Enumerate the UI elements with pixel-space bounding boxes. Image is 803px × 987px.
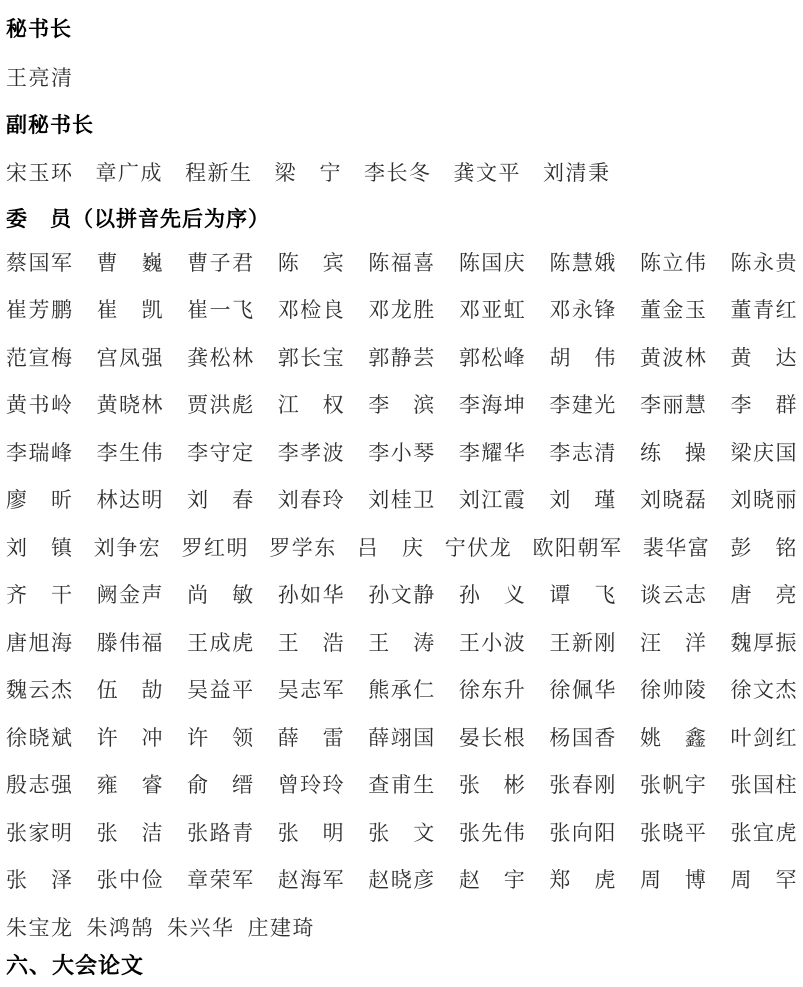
person-name: 黄波林 — [639, 345, 708, 370]
person-name: 龚松林 — [187, 345, 255, 370]
person-name: 练 操 — [639, 440, 708, 465]
person-name: 李守定 — [187, 440, 255, 465]
person-name: 欧阳朝军 — [532, 535, 623, 560]
person-name: 曾玲玲 — [277, 773, 346, 798]
person-name: 李丽慧 — [639, 393, 708, 418]
person-name: 裴华富 — [642, 535, 711, 560]
person-name: 刘 镇 — [6, 535, 74, 560]
person-name: 陈国庆 — [458, 250, 527, 275]
person-name: 谭 飞 — [549, 583, 617, 608]
person-name: 姚 鑫 — [639, 725, 708, 750]
person-name: 朱兴华 — [167, 915, 235, 940]
person-name: 许 领 — [187, 725, 255, 750]
person-name: 伍 劼 — [96, 678, 165, 703]
member-row — [6, 666, 798, 714]
person-name: 张先伟 — [458, 820, 527, 845]
person-name: 郑 虎 — [549, 868, 617, 893]
person-name: 王小波 — [458, 630, 527, 655]
member-row — [6, 286, 798, 334]
member-row — [6, 618, 798, 666]
person-name: 宁伏龙 — [444, 535, 513, 560]
person-name: 吴志军 — [277, 678, 346, 703]
person-name: 贾洪彪 — [187, 393, 255, 418]
person-name: 刘 瑾 — [549, 488, 617, 513]
person-name: 崔芳鹏 — [6, 298, 74, 323]
person-name: 徐帅陵 — [639, 678, 708, 703]
person-name: 徐佩华 — [549, 678, 617, 703]
person-name: 孙 义 — [458, 583, 527, 608]
person-name: 梁庆国 — [730, 440, 798, 465]
person-name: 俞 缙 — [187, 773, 255, 798]
person-name: 薛 雷 — [277, 725, 346, 750]
deputy-secretary-name-list — [6, 160, 798, 186]
person-name: 李小琴 — [368, 440, 436, 465]
person-name: 章荣军 — [187, 868, 255, 893]
person-name: 张 泽 — [6, 868, 74, 893]
member-row — [6, 713, 798, 761]
section-heading-members: 委 员（以拼音先后为序） — [6, 207, 270, 231]
person-name: 薛翊国 — [368, 725, 436, 750]
person-name: 邓永锋 — [549, 298, 617, 323]
person-name: 汪 洋 — [639, 630, 708, 655]
person-name: 邓龙胜 — [368, 298, 436, 323]
person-name: 张中俭 — [96, 868, 165, 893]
person-name: 宫凤强 — [96, 345, 165, 370]
person-name: 王新刚 — [549, 630, 617, 655]
person-name: 李海坤 — [458, 393, 527, 418]
person-name: 李长冬 — [364, 161, 432, 185]
person-name: 曹子君 — [187, 250, 255, 275]
person-name: 刘晓丽 — [730, 488, 798, 513]
member-row — [6, 856, 798, 904]
person-name: 江 权 — [277, 393, 346, 418]
person-name: 李瑞峰 — [6, 440, 74, 465]
person-name: 李耀华 — [458, 440, 527, 465]
person-name: 陈永贵 — [730, 250, 798, 275]
person-name: 崔 凯 — [96, 298, 165, 323]
member-row — [6, 428, 798, 476]
person-name: 张春刚 — [549, 773, 617, 798]
person-name: 张 洁 — [96, 820, 165, 845]
person-name: 彭 铭 — [730, 535, 798, 560]
person-name: 徐东升 — [458, 678, 527, 703]
person-name: 张路青 — [187, 820, 255, 845]
person-name: 唐 亮 — [730, 583, 798, 608]
person-name: 张宜虎 — [730, 820, 798, 845]
person-name: 李 滨 — [368, 393, 436, 418]
person-name: 庄建琦 — [247, 915, 315, 940]
person-name: 周 博 — [639, 868, 708, 893]
person-name: 张晓平 — [639, 820, 708, 845]
person-name: 谈云志 — [639, 583, 708, 608]
person-name: 徐文杰 — [730, 678, 798, 703]
person-name: 李生伟 — [96, 440, 165, 465]
person-name: 李志清 — [549, 440, 617, 465]
person-name: 晏长根 — [458, 725, 527, 750]
member-row — [6, 808, 798, 856]
person-name: 周 罕 — [730, 868, 798, 893]
person-name: 刘清秉 — [543, 161, 611, 185]
person-name: 王成虎 — [187, 630, 255, 655]
member-row — [6, 238, 798, 286]
person-name: 孙如华 — [277, 583, 346, 608]
person-name: 李 群 — [730, 393, 798, 418]
person-name: 章广成 — [95, 161, 163, 185]
person-name: 滕伟福 — [96, 630, 165, 655]
person-name: 朱鸿鹄 — [86, 915, 154, 940]
person-name: 吴益平 — [187, 678, 255, 703]
person-name: 张 明 — [277, 820, 346, 845]
person-name: 程新生 — [185, 161, 253, 185]
person-name: 魏厚振 — [730, 630, 798, 655]
section-heading-deputy-secretary-general: 副秘书长 — [6, 113, 94, 137]
secretary-general-name-list — [6, 65, 798, 91]
person-name: 罗学东 — [269, 535, 337, 560]
person-name: 赵 宇 — [458, 868, 527, 893]
section-heading-secretary-general: 秘书长 — [6, 17, 72, 41]
person-name: 杨国香 — [549, 725, 617, 750]
member-row — [6, 761, 798, 809]
person-name: 郭静芸 — [368, 345, 436, 370]
person-name: 查甫生 — [368, 773, 436, 798]
person-name: 李孝波 — [277, 440, 346, 465]
person-name: 廖 昕 — [6, 488, 74, 513]
person-name: 吕 庆 — [357, 535, 425, 560]
person-name: 尚 敏 — [187, 583, 255, 608]
person-name: 陈慧娥 — [549, 250, 617, 275]
member-row — [6, 571, 798, 619]
person-name: 梁 宁 — [274, 161, 342, 185]
person-name: 许 冲 — [96, 725, 165, 750]
person-name: 龚文平 — [453, 161, 521, 185]
member-row — [6, 381, 798, 429]
person-name: 李建光 — [549, 393, 617, 418]
member-row — [6, 903, 798, 951]
person-name: 陈 宾 — [277, 250, 346, 275]
person-name: 刘桂卫 — [368, 488, 436, 513]
person-name: 范宣梅 — [6, 345, 74, 370]
person-name: 齐 干 — [6, 583, 74, 608]
person-name: 罗红明 — [181, 535, 249, 560]
person-name: 孙文静 — [368, 583, 436, 608]
person-name: 林达明 — [96, 488, 165, 513]
person-name: 邓亚虹 — [458, 298, 527, 323]
person-name: 张向阳 — [549, 820, 617, 845]
person-name: 刘 春 — [187, 488, 255, 513]
person-name: 黄 达 — [730, 345, 798, 370]
members-name-grid — [6, 238, 798, 951]
person-name: 魏云杰 — [6, 678, 74, 703]
person-name: 宋玉环 — [6, 161, 74, 185]
person-name: 王 浩 — [277, 630, 346, 655]
person-name: 熊承仁 — [368, 678, 436, 703]
person-name: 雍 睿 — [96, 773, 165, 798]
person-name: 邓检良 — [277, 298, 346, 323]
person-name: 朱宝龙 — [6, 915, 74, 940]
person-name: 刘晓磊 — [639, 488, 708, 513]
person-name: 郭松峰 — [458, 345, 527, 370]
person-name: 赵海军 — [277, 868, 346, 893]
person-name: 刘争宏 — [93, 535, 162, 560]
person-name: 胡 伟 — [549, 345, 617, 370]
person-name: 王 涛 — [368, 630, 436, 655]
member-row — [6, 333, 798, 381]
person-name: 陈福喜 — [368, 250, 436, 275]
person-name: 唐旭海 — [6, 630, 74, 655]
member-row — [6, 476, 798, 524]
person-name: 曹 巍 — [96, 250, 165, 275]
member-row — [6, 523, 798, 571]
person-name: 阙金声 — [96, 583, 165, 608]
person-name: 张国柱 — [730, 773, 798, 798]
person-name: 张帆宇 — [639, 773, 708, 798]
person-name: 郭长宝 — [277, 345, 346, 370]
person-name: 张家明 — [6, 820, 74, 845]
person-name: 王亮清 — [6, 66, 74, 90]
person-name: 董金玉 — [639, 298, 708, 323]
section-heading-conference-papers: 六、大会论文 — [6, 952, 145, 978]
person-name: 徐晓斌 — [6, 725, 74, 750]
person-name: 崔一飞 — [187, 298, 255, 323]
person-name: 黄书岭 — [6, 393, 74, 418]
person-name: 蔡国军 — [6, 250, 74, 275]
person-name: 刘春玲 — [277, 488, 346, 513]
person-name: 陈立伟 — [639, 250, 708, 275]
person-name: 张 彬 — [458, 773, 527, 798]
person-name: 叶剑红 — [730, 725, 798, 750]
person-name: 殷志强 — [6, 773, 74, 798]
person-name: 刘江霞 — [458, 488, 527, 513]
person-name: 董青红 — [730, 298, 798, 323]
person-name: 黄晓林 — [96, 393, 165, 418]
person-name: 赵晓彦 — [368, 868, 436, 893]
person-name: 张 文 — [368, 820, 436, 845]
